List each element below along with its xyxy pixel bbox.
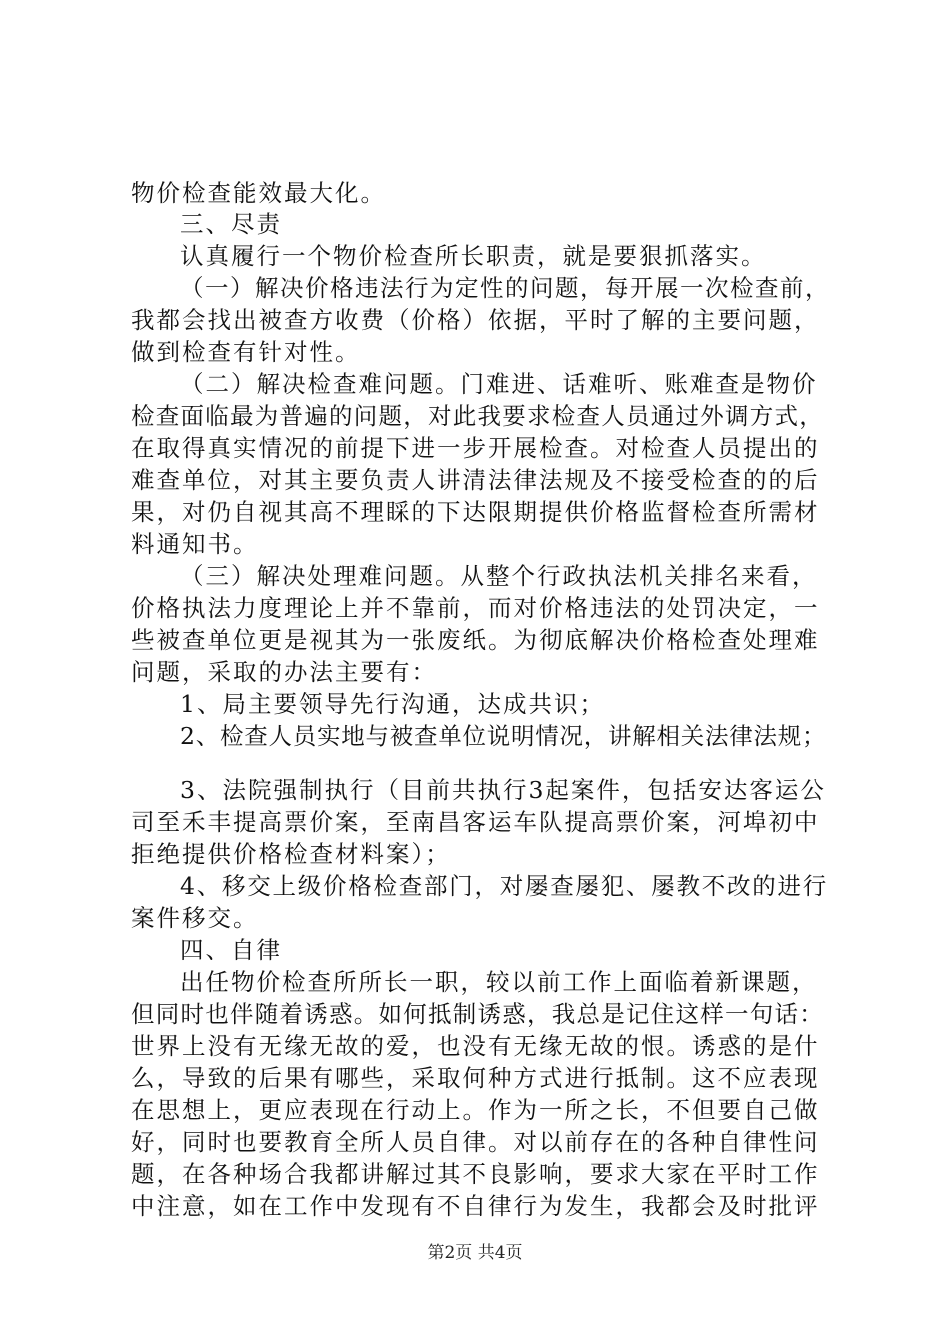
- section-heading: 三、尽责: [180, 210, 282, 238]
- body-text-line: 物价检查能效最大化。: [131, 179, 386, 207]
- body-text-line: 我都会找出被查方收费（价格）依据，平时了解的主要问题，: [131, 306, 820, 334]
- body-text-line: 但同时也伴随着诱惑。如何抵制诱惑，我总是记住这样一句话：: [131, 1000, 824, 1028]
- body-text-line: 么，导致的后果有哪些，采取何种方式进行抵制。这不应表现: [131, 1064, 820, 1092]
- body-text-line: 在取得真实情况的前提下进一步开展检查。对检查人员提出的: [131, 434, 820, 462]
- list-item: 4、移交上级价格检查部门，对屡查屡犯、屡教不改的进行: [180, 872, 828, 900]
- list-item: 2、检查人员实地与被查单位说明情况，讲解相关法律法规；: [180, 722, 827, 750]
- body-text-line: 做到检查有针对性。: [131, 338, 361, 366]
- body-text-line: （二）解决检查难问题。门难进、话难听、账难查是物价: [180, 370, 818, 398]
- body-text-line: 好，同时也要教育全所人员自律。对以前存在的各种自律性问: [131, 1128, 820, 1156]
- body-text-line: （一）解决价格违法行为定性的问题，每开展一次检查前，: [180, 274, 830, 302]
- body-text-line: （三）解决处理难问题。从整个行政执法机关排名来看，: [180, 562, 818, 590]
- body-text-line: 难查单位，对其主要负责人讲清法律法规及不接受检查的的后: [131, 466, 820, 494]
- section-heading: 四、自律: [180, 936, 282, 964]
- list-item: 3、法院强制执行（目前共执行3起案件，包括安达客运公: [180, 776, 826, 804]
- body-text-line: 中注意，如在工作中发现有不自律行为发生，我都会及时批评: [131, 1192, 820, 1220]
- body-text-line: 拒绝提供价格检查材料案）；: [131, 840, 451, 868]
- body-text-line: 问题，采取的办法主要有：: [131, 658, 437, 686]
- body-text-line: 检查面临最为普遍的问题，对此我要求检查人员通过外调方式，: [131, 402, 824, 430]
- body-text-line: 在思想上，更应表现在行动上。作为一所之长，不但要自己做: [131, 1096, 820, 1124]
- body-text-line: 题，在各种场合我都讲解过其不良影响，要求大家在平时工作: [131, 1160, 820, 1188]
- body-text-line: 价格执法力度理论上并不靠前，而对价格违法的处罚决定，一: [131, 594, 820, 622]
- body-text-line: 料通知书。: [131, 530, 259, 558]
- body-text-line: 司至禾丰提高票价案，至南昌客运车队提高票价案，河埠初中: [131, 808, 820, 836]
- list-item: 1、局主要领导先行沟通，达成共识；: [180, 690, 605, 718]
- body-text-line: 出任物价检查所所长一职，较以前工作上面临着新课题，: [180, 968, 818, 996]
- body-text-line: 案件移交。: [131, 904, 259, 932]
- body-text-line: 世界上没有无缘无故的爱，也没有无缘无故的恨。诱惑的是什: [131, 1032, 820, 1060]
- page-number-footer: 第2页 共4页: [427, 1243, 523, 1263]
- body-text-line: 些被查单位更是视其为一张废纸。为彻底解决价格检查处理难: [131, 626, 820, 654]
- body-text-line: 果，对仍自视其高不理睬的下达限期提供价格监督检查所需材: [131, 498, 820, 526]
- body-text-line: 认真履行一个物价检查所长职责，就是要狠抓落实。: [180, 242, 767, 270]
